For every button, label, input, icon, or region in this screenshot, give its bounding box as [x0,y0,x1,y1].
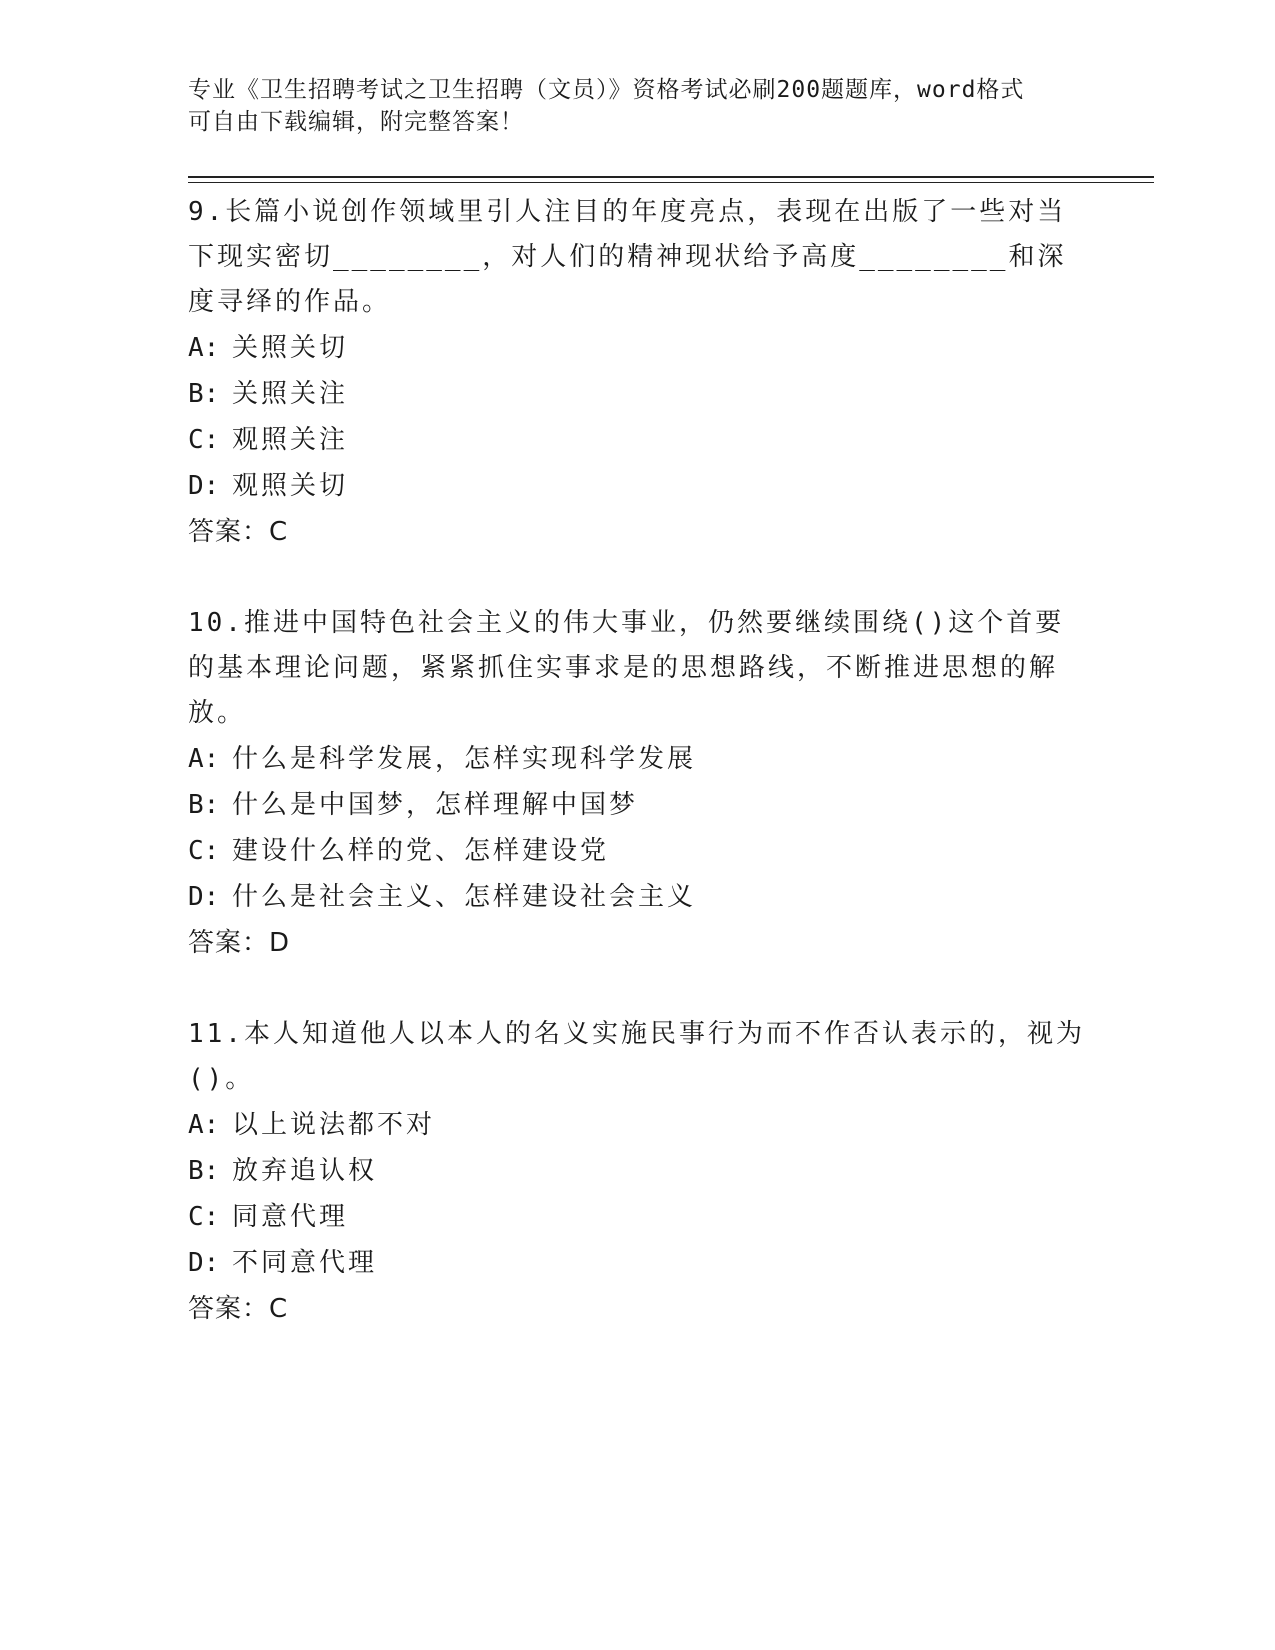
question-stem: 11.本人知道他人以本人的名义实施民事行为而不作否认表示的，视为()。 [188,1019,1085,1094]
option-text: 关照关注 [232,379,349,409]
option-key: A: [188,1110,220,1140]
option-text: 以上说法都不对 [232,1110,436,1140]
question-list [188,190,1088,1378]
option-a [188,736,1088,782]
option-key: D: [188,471,220,501]
option-a [188,325,1088,371]
header-line-1: 专业《卫生招聘考试之卫生招聘（文员）》资格考试必刷200题题库，word格式 [188,77,1025,103]
question-10 [188,601,1088,966]
option-list [188,736,1088,920]
question-9 [188,190,1088,555]
option-key: D: [188,882,220,912]
option-key: C: [188,1202,220,1232]
document-header [188,74,1088,138]
option-text: 什么是科学发展，怎样实现科学发展 [232,744,697,774]
option-key: A: [188,333,220,363]
option-d [188,874,1088,920]
option-text: 同意代理 [232,1202,349,1232]
option-key: C: [188,425,220,455]
question-stem: 10.推进中国特色社会主义的伟大事业，仍然要继续围绕()这个首要的基本理论问题，紧紧抓住实事求是的思想路线，不断推进思想的解放。 [188,608,1065,728]
option-key: B: [188,1156,220,1186]
header-line-2: 可自由下载编辑，附完整答案！ [188,109,524,135]
answer-line: 答案：C [188,517,289,547]
header-divider-thick [188,176,1154,178]
option-key: B: [188,790,220,820]
option-text: 观照关切 [232,471,349,501]
option-key: A: [188,744,220,774]
header-divider-thin [188,182,1154,183]
option-c [188,1194,1088,1240]
option-c [188,828,1088,874]
option-text: 关照关切 [232,333,349,363]
answer-line: 答案：D [188,928,291,958]
option-key: C: [188,836,220,866]
question-stem: 9.长篇小说创作领域里引人注目的年度亮点，表现在出版了一些对当下现实密切________，对人们的精神现状给予高度________和深度寻绎的作品。 [188,197,1067,317]
answer-line: 答案：C [188,1294,289,1324]
option-c [188,417,1088,463]
option-key: B: [188,379,220,409]
question-11 [188,1012,1088,1332]
option-text: 建设什么样的党、怎样建设党 [232,836,610,866]
option-text: 什么是社会主义、怎样建设社会主义 [232,882,697,912]
option-b [188,1148,1088,1194]
option-text: 什么是中国梦，怎样理解中国梦 [232,790,639,820]
option-b [188,782,1088,828]
option-text: 不同意代理 [232,1248,378,1278]
option-list [188,325,1088,509]
option-key: D: [188,1248,220,1278]
option-d [188,463,1088,509]
option-b [188,371,1088,417]
option-a [188,1102,1088,1148]
option-text: 放弃追认权 [232,1156,378,1186]
option-text: 观照关注 [232,425,349,455]
option-d [188,1240,1088,1286]
option-list [188,1102,1088,1286]
